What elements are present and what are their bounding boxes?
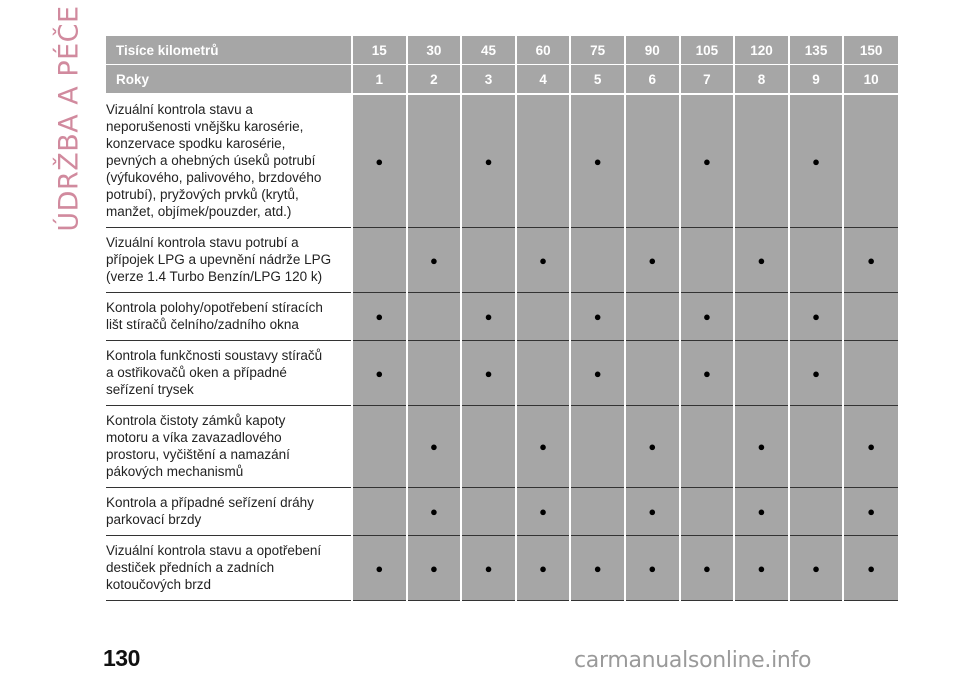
header-km-value-9: 150 (843, 36, 898, 65)
service-dot-icon: ● (593, 309, 602, 324)
interval-cell (734, 536, 789, 601)
watermark: carmanualsonline.info (574, 648, 812, 673)
interval-cell (625, 293, 680, 341)
interval-cell (570, 536, 625, 601)
service-dot-icon: ● (867, 439, 876, 454)
service-dot-icon: ● (648, 504, 657, 519)
interval-cell (789, 536, 844, 601)
interval-cell (625, 228, 680, 293)
service-dot-icon: ● (867, 504, 876, 519)
task-description-line: potrubí), pryžových prvků (krytů, (106, 187, 299, 202)
section-side-title (53, 4, 85, 232)
interval-cell (461, 406, 516, 488)
task-description-line: motoru a víka zavazadlového (106, 430, 282, 445)
header-year-value-0: 1 (352, 65, 407, 95)
service-dot-icon: ● (757, 560, 766, 576)
interval-cell (352, 228, 407, 293)
header-km-value-5: 90 (625, 36, 680, 65)
task-description-line: pákových mechanismů (106, 464, 244, 479)
task-description (106, 293, 352, 341)
table-row (106, 293, 898, 341)
interval-cell (516, 293, 571, 341)
task-description-line: Kontrola čistoty zámků kapoty (106, 413, 286, 428)
interval-cell (625, 94, 680, 228)
task-description-line: neporušenosti vnějšku karosérie, (106, 119, 304, 134)
task-description-line: prostoru, vyčištění a namazání (106, 447, 290, 462)
interval-cell (680, 293, 735, 341)
header-km-value-4: 75 (570, 36, 625, 65)
interval-cell (843, 293, 898, 341)
service-dot-icon: ● (593, 153, 602, 169)
header-km-value-2: 45 (461, 36, 516, 65)
service-dot-icon: ● (702, 365, 711, 381)
interval-cell (680, 341, 735, 406)
page-number: 130 (103, 645, 140, 671)
interval-cell (570, 94, 625, 228)
interval-cell (461, 94, 516, 228)
interval-cell (461, 536, 516, 601)
task-description-line: lišt stíračů čelního/zadního okna (106, 317, 299, 332)
task-description-line: parkovací brzdy (106, 512, 202, 527)
task-description (106, 406, 352, 488)
interval-cell (843, 536, 898, 601)
task-description-line: Vizuální kontrola stavu potrubí a (106, 235, 299, 250)
interval-cell (843, 228, 898, 293)
header-years-label: Roky (106, 65, 352, 95)
interval-cell (461, 293, 516, 341)
interval-cell (352, 536, 407, 601)
interval-cell (407, 488, 462, 536)
interval-cell (407, 94, 462, 228)
interval-cell (516, 94, 571, 228)
service-dot-icon: ● (375, 309, 384, 324)
interval-cell (352, 293, 407, 341)
task-description-line: konzervace spodku karosérie, (106, 136, 286, 151)
interval-cell (789, 293, 844, 341)
interval-cell (789, 406, 844, 488)
interval-cell (625, 488, 680, 536)
task-description-line: a ostřikovačů oken a případné (106, 365, 287, 380)
service-dot-icon: ● (484, 153, 493, 169)
task-description (106, 341, 352, 406)
interval-cell (734, 94, 789, 228)
interval-cell (516, 536, 571, 601)
service-dot-icon: ● (539, 439, 548, 454)
interval-cell (789, 228, 844, 293)
interval-cell (789, 94, 844, 228)
header-row-years (106, 65, 898, 95)
interval-cell (843, 341, 898, 406)
service-dot-icon: ● (539, 560, 548, 576)
service-dot-icon: ● (702, 560, 711, 576)
task-description (106, 228, 352, 293)
interval-cell (625, 341, 680, 406)
interval-cell (407, 341, 462, 406)
table-row (106, 536, 898, 601)
service-dot-icon: ● (867, 252, 876, 268)
service-dot-icon: ● (648, 439, 657, 454)
task-description-line: seřízení trysek (106, 382, 194, 397)
service-dot-icon: ● (812, 365, 820, 381)
interval-cell (516, 341, 571, 406)
interval-cell (680, 94, 735, 228)
interval-cell (352, 341, 407, 406)
table-row (106, 94, 898, 228)
header-km-value-3: 60 (516, 36, 571, 65)
task-description-line: manžet, objímek/pouzder, atd.) (106, 204, 292, 219)
interval-cell (734, 406, 789, 488)
service-dot-icon: ● (648, 560, 657, 576)
service-dot-icon: ● (867, 560, 876, 576)
service-dot-icon: ● (593, 365, 602, 381)
task-description-line: destiček předních a zadních (106, 560, 275, 575)
service-dot-icon: ● (375, 560, 384, 576)
interval-cell (789, 488, 844, 536)
service-dot-icon: ● (812, 309, 820, 324)
interval-cell (734, 341, 789, 406)
interval-cell (407, 406, 462, 488)
service-dot-icon: ● (484, 560, 493, 576)
interval-cell (843, 94, 898, 228)
task-description-line: (výfukového, palivového, brzdového (106, 170, 322, 185)
service-dot-icon: ● (757, 439, 766, 454)
service-dot-icon: ● (429, 439, 438, 454)
service-dot-icon: ● (757, 252, 766, 268)
service-dot-icon: ● (429, 504, 438, 519)
task-description-line: přípojek LPG a upevnění nádrže LPG (106, 252, 332, 267)
header-year-value-7: 8 (734, 65, 789, 95)
interval-cell (570, 406, 625, 488)
service-dot-icon: ● (429, 252, 438, 268)
service-dot-icon: ● (484, 365, 493, 381)
task-description (106, 536, 352, 601)
interval-cell (352, 406, 407, 488)
task-description-line: (verze 1.4 Turbo Benzín/LPG 120 k) (106, 269, 323, 284)
table-row (106, 488, 898, 536)
service-dot-icon: ● (484, 309, 493, 324)
interval-cell (843, 488, 898, 536)
header-km-value-0: 15 (352, 36, 407, 65)
task-description-line: Kontrola a případné seřízení dráhy (106, 495, 314, 510)
header-row-kilometers (106, 36, 898, 65)
section-side-title-text: ÚDRŽBA A PÉČE (53, 4, 85, 232)
task-description-line: pevných a ohebných úseků potrubí (106, 153, 316, 168)
maintenance-schedule-table (106, 36, 898, 601)
interval-cell (407, 228, 462, 293)
task-description-line: kotoučových brzd (106, 577, 212, 592)
interval-cell (734, 228, 789, 293)
interval-cell (680, 488, 735, 536)
interval-cell (734, 293, 789, 341)
interval-cell (680, 536, 735, 601)
interval-cell (352, 488, 407, 536)
service-dot-icon: ● (702, 309, 711, 324)
interval-cell (407, 536, 462, 601)
service-dot-icon: ● (429, 560, 438, 576)
interval-cell (352, 94, 407, 228)
service-dot-icon: ● (539, 252, 548, 268)
task-description-line: Kontrola polohy/opotřebení stíracích (106, 300, 323, 315)
table-row (106, 341, 898, 406)
service-dot-icon: ● (702, 153, 711, 169)
interval-cell (516, 488, 571, 536)
service-dot-icon: ● (812, 153, 820, 169)
interval-cell (461, 488, 516, 536)
task-description (106, 94, 352, 228)
interval-cell (516, 228, 571, 293)
interval-cell (570, 293, 625, 341)
interval-cell (843, 406, 898, 488)
header-year-value-8: 9 (789, 65, 844, 95)
service-dot-icon: ● (648, 252, 657, 268)
interval-cell (461, 341, 516, 406)
header-km-value-6: 105 (680, 36, 735, 65)
task-description-line: Vizuální kontrola stavu a opotřebení (106, 543, 322, 558)
header-km-value-8: 135 (789, 36, 844, 65)
interval-cell (625, 406, 680, 488)
service-dot-icon: ● (375, 365, 384, 381)
interval-cell (789, 341, 844, 406)
service-dot-icon: ● (812, 560, 820, 576)
table-row (106, 406, 898, 488)
interval-cell (516, 406, 571, 488)
interval-cell (734, 488, 789, 536)
interval-cell (570, 341, 625, 406)
header-year-value-2: 3 (461, 65, 516, 95)
task-description (106, 488, 352, 536)
interval-cell (680, 406, 735, 488)
interval-cell (407, 293, 462, 341)
header-year-value-6: 7 (680, 65, 735, 95)
service-dot-icon: ● (757, 504, 766, 519)
interval-cell (625, 536, 680, 601)
service-dot-icon: ● (593, 560, 602, 576)
header-year-value-4: 5 (570, 65, 625, 95)
interval-cell (680, 228, 735, 293)
header-km-value-7: 120 (734, 36, 789, 65)
header-km-value-1: 30 (407, 36, 462, 65)
header-year-value-1: 2 (407, 65, 462, 95)
service-dot-icon: ● (375, 153, 384, 169)
table-body (106, 94, 898, 601)
interval-cell (570, 488, 625, 536)
header-year-value-9: 10 (843, 65, 898, 95)
interval-cell (461, 228, 516, 293)
service-dot-icon: ● (539, 504, 548, 519)
header-year-value-3: 4 (516, 65, 571, 95)
table-row (106, 228, 898, 293)
interval-cell (570, 228, 625, 293)
header-year-value-5: 6 (625, 65, 680, 95)
task-description-line: Vizuální kontrola stavu a (106, 102, 253, 117)
task-description-line: Kontrola funkčnosti soustavy stíračů (106, 348, 323, 363)
header-km-label: Tisíce kilometrů (106, 36, 352, 65)
